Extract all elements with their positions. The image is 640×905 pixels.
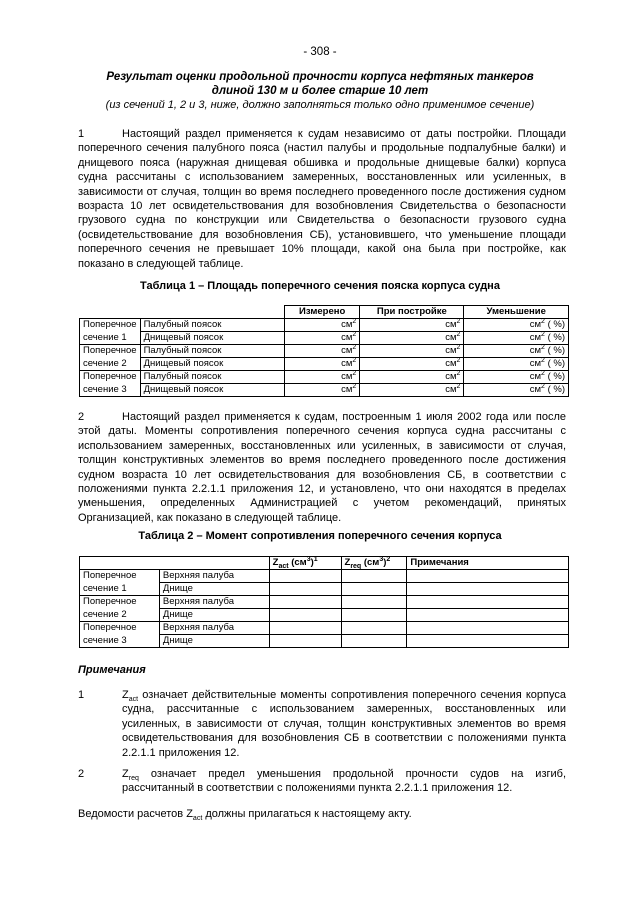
table-2-value-cell <box>269 609 341 622</box>
table-row <box>80 345 569 358</box>
table-2-value-cell <box>269 635 341 648</box>
table-1-unit-cell: $см^2$ <box>285 384 360 397</box>
table-2-row-label: Днище <box>159 583 269 596</box>
table-2-header-notes: Примечания <box>407 557 569 570</box>
table-2-value-cell <box>407 622 569 635</box>
table-1-section-label: Поперечное <box>80 345 141 358</box>
table-row <box>80 332 569 345</box>
table-2-section-label: Поперечное <box>80 596 160 609</box>
table-1-section-label: Поперечное <box>80 371 141 384</box>
table-1-header-measured: Измерено <box>285 306 360 319</box>
table-2-value-cell <box>407 583 569 596</box>
table-2-value-cell <box>341 622 407 635</box>
table-1-unit-cell: $см^2$ <box>360 332 464 345</box>
title-line-2: длиной 130 м и более старше 10 лет <box>211 85 429 97</box>
table-2-section-label: сечение 1 <box>80 583 160 596</box>
table-2-value-cell <box>341 583 407 596</box>
document-subtitle: (из сечений 1, 2 и 3, ниже, должно заполняться только одно применимое сечение) <box>105 99 535 111</box>
table-row <box>80 622 569 635</box>
table-2-value-cell <box>269 622 341 635</box>
table-1-header-row <box>80 306 569 319</box>
table-2-section-label: сечение 3 <box>80 635 160 648</box>
table-1-section-label: сечение 2 <box>80 358 141 371</box>
note-1 <box>78 688 566 760</box>
table-2-section-label: Поперечное <box>80 570 160 583</box>
table-1-row-label: Днищевый поясок <box>140 332 285 345</box>
table-2-section-label: сечение 2 <box>80 609 160 622</box>
table-2-header-row <box>80 557 569 570</box>
table-row <box>80 635 569 648</box>
paragraph-1-number: 1 <box>78 128 85 140</box>
table-2 <box>79 556 569 648</box>
table-1-unit-cell: $см^2$ ( %) <box>464 345 569 358</box>
table-row <box>80 570 569 583</box>
table-1-row-label: Днищевый поясок <box>140 358 285 371</box>
table-2-value-cell <box>269 570 341 583</box>
table-2-value-cell <box>407 609 569 622</box>
table-row <box>80 358 569 371</box>
table-2-value-cell <box>341 570 407 583</box>
table-2-value-cell <box>341 596 407 609</box>
note-1-text: $Z_{act}$ означает действительные моменты сопротивления поперечного сечения корпуса судна, рассчитанные с использованием замеренных, восстановленных или усиленных, в зависимости от случая, толщин конструктивных элементов во время освидетельствования для возобновления СБ в соответствии с положениями пункта 2.2.1.1 приложения 12. <box>122 689 566 759</box>
table-2-caption: Таблица 2 – Момент сопротивления поперечного сечения корпуса <box>138 530 502 542</box>
table-2-value-cell <box>407 570 569 583</box>
table-1-unit-cell: $см^2$ <box>285 319 360 332</box>
table-1-section-label: сечение 3 <box>80 384 141 397</box>
table-row <box>80 583 569 596</box>
paragraph-1 <box>78 127 566 271</box>
closing-statement: Ведомости расчетов $Z_{act}$ должны прилагаться к настоящему акту. <box>78 808 412 823</box>
table-1-row-label: Палубный поясок <box>140 345 285 358</box>
table-2-value-cell <box>341 635 407 648</box>
table-2-row-label: Днище <box>159 635 269 648</box>
table-1-unit-cell: $см^2$ <box>360 319 464 332</box>
table-1-unit-cell: $см^2$ <box>360 345 464 358</box>
note-2 <box>78 767 566 796</box>
table-2-section-label: Поперечное <box>80 622 160 635</box>
table-2-value-cell <box>269 596 341 609</box>
table-1-unit-cell: $см^2$ <box>360 371 464 384</box>
table-2-header-zact: $Z_{act}$ $(см^3)^1$ <box>269 557 341 570</box>
table-2-row-label: Верхняя палуба <box>159 596 269 609</box>
table-2-row-label: Днище <box>159 609 269 622</box>
table-1-row-label: Палубный поясок <box>140 371 285 384</box>
note-2-number: 2 <box>78 768 85 780</box>
table-2-value-cell <box>407 596 569 609</box>
table-1-unit-cell: $см^2$ ( %) <box>464 384 569 397</box>
table-row <box>80 596 569 609</box>
table-2-value-cell <box>407 635 569 648</box>
table-row <box>80 319 569 332</box>
table-1-header-reduction: Уменьшение <box>464 306 569 319</box>
table-row <box>80 384 569 397</box>
table-1-section-label: Поперечное <box>80 319 141 332</box>
table-2-value-cell <box>341 609 407 622</box>
paragraph-2-number: 2 <box>78 411 85 423</box>
table-1-unit-cell: $см^2$ ( %) <box>464 371 569 384</box>
title-line-1: Результат оценки продольной прочности корпуса нефтяных танкеров <box>106 71 534 83</box>
table-1-row-label: Палубный поясок <box>140 319 285 332</box>
table-row <box>80 609 569 622</box>
table-1-row-label: Днищевый поясок <box>140 384 285 397</box>
paragraph-1-text: Настоящий раздел применяется к судам независимо от даты постройки. Площади поперечного сечения палубного пояса (настил палубы и продольные подпалубные балки) и днищевого пояса (наружная днищевая обшивка и продольные днищевые балки) корпуса судна рассчитаны с использованием замеренных, восстановленных или усиленных, в зависимости от случая, толщин во время последнего проведенного после достижения судном возраста 10 лет освидетельствования для возобновления Свидетельства о безопасности грузового судна по конструкции или Свидетельства о безопасности грузового судна (освидетельствование для возобновления СБ), установившего, что уменьшение площади поперечного сечения не превышает 10% площади, какой она была при постройке, как показано в следующей таблице. <box>78 128 566 270</box>
table-1-header-built: При постройке <box>360 306 464 319</box>
table-1-unit-cell: $см^2$ <box>285 371 360 384</box>
table-1-unit-cell: $см^2$ <box>360 358 464 371</box>
table-1-unit-cell: $см^2$ <box>285 345 360 358</box>
table-2-row-label: Верхняя палуба <box>159 570 269 583</box>
table-1-unit-cell: $см^2$ ( %) <box>464 358 569 371</box>
table-1-caption: Таблица 1 – Площадь поперечного сечения пояска корпуса судна <box>140 280 500 292</box>
paragraph-2-text: Настоящий раздел применяется к судам, построенным 1 июля 2002 года или после этой даты. Моменты сопротивления поперечного сечения корпуса судна рассчитаны с использованием замеренных, восстановленных или усиленных, в зависимости от случая, толщин конструктивных элементов во время последнего проведенного после достижения судном возраста 10 лет освидетельствования для возобновления СБ, в соответствии с положениями пункта 2.2.1.1 приложения 12, и установлено, что они находятся в пределах уменьшения, определенных Администрацией с учетом рекомендаций, принятых Организацией, как показано в следующей таблице. <box>78 411 566 524</box>
table-1-unit-cell: $см^2$ <box>360 384 464 397</box>
document-title <box>60 70 580 98</box>
paragraph-2 <box>78 410 566 525</box>
notes-heading: Примечания <box>78 664 146 676</box>
table-1-unit-cell: $см^2$ ( %) <box>464 319 569 332</box>
table-2-empty-header <box>80 557 270 570</box>
table-2-row-label: Верхняя палуба <box>159 622 269 635</box>
table-row <box>80 371 569 384</box>
table-2-value-cell <box>269 583 341 596</box>
table-1-section-label: сечение 1 <box>80 332 141 345</box>
table-1-unit-cell: $см^2$ <box>285 358 360 371</box>
note-1-number: 1 <box>78 689 85 701</box>
table-2-header-zreq: $Z_{req}$ $(см^3)^2$ <box>341 557 407 570</box>
table-1-unit-cell: $см^2$ <box>285 332 360 345</box>
note-2-text: $Z_{req}$ означает предел уменьшения продольной прочности судов на изгиб, рассчитанный в соответствии с положениями пункта 2.2.1.1 приложения 12. <box>122 768 566 795</box>
page-number: - 308 - <box>303 46 337 58</box>
table-1-unit-cell: $см^2$ ( %) <box>464 332 569 345</box>
table-1-empty-header <box>80 306 285 319</box>
table-1 <box>79 305 569 397</box>
